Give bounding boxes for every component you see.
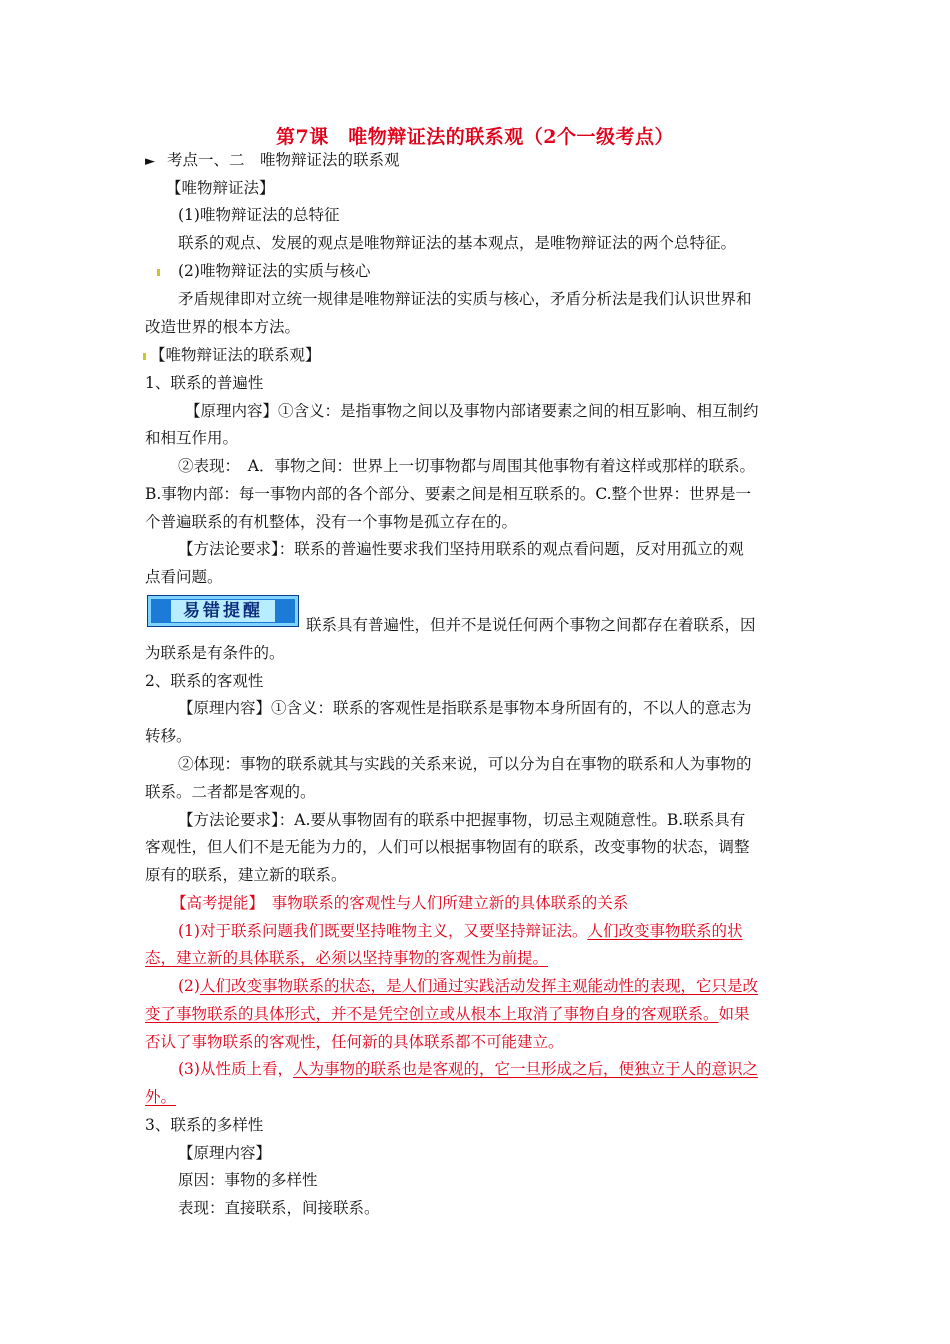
s1-line3: ②表现： A．事物之间：世界上一切事物都与周围其他事物有着这样或那样的联系。: [178, 457, 755, 475]
gk1-line1: [178, 917, 843, 945]
section2-title: 2、联系的客观性: [145, 672, 264, 690]
s1-line6: 【方法论要求】：联系的普遍性要求我们坚持用联系的观点看问题，反对用孤立的观: [178, 540, 744, 558]
s1-line7: 点看问题。: [145, 568, 223, 586]
gk3-line1: [178, 1055, 843, 1083]
point1-text: 联系的观点、发展的观点是唯物辩证法的基本观点，是唯物辩证法的两个总特征。: [178, 234, 737, 252]
badge-label: 易错提醒: [171, 600, 275, 622]
s3-line3: 表现：直接联系，间接联系。: [178, 1199, 380, 1217]
s2-line2: 转移。: [145, 727, 192, 745]
gk2-text: 如果: [718, 1005, 750, 1023]
gk3-line2: 外。: [145, 1088, 177, 1106]
gk2-underlined-2: 变了事物联系的具体形式，并不是凭空创立或从根本上取消了事物自身的客观联系。: [145, 1005, 719, 1023]
point2-title-text: (2)唯物辩证法的实质与核心: [178, 262, 371, 280]
point1-title: (1)唯物辩证法的总特征: [178, 206, 340, 224]
s1-line1: 【原理内容】①含义：是指事物之间以及事物内部诸要素之间的相互影响、相互制约: [185, 402, 759, 420]
section-heading-text: 考点一、二 唯物辩证法的联系观: [167, 151, 400, 169]
gk2-line3: 否认了事物联系的客观性，任何新的具体联系都不可能建立。: [145, 1033, 564, 1051]
gk3-underlined: 人为事物的联系也是客观的，它一旦形成之后，便独立于人的意识之: [292, 1060, 758, 1078]
s2-line7: 原有的联系，建立新的联系。: [145, 866, 347, 884]
s2-line3: ②体现：事物的联系就其与实践的关系来说，可以分为自在事物的联系和人为事物的: [178, 755, 752, 773]
gk1-text: (1)对于联系问题我们既要坚持唯物主义，又要坚持辩证法。: [178, 922, 588, 940]
s2-line6: 客观性，但人们不是无能为力的，人们可以根据事物固有的联系，改变事物的状态，调整: [145, 838, 750, 856]
s2-line1: 【原理内容】①含义：联系的客观性是指联系是事物本身所固有的，不以人的意志为: [178, 699, 752, 717]
heading-connection: [143, 341, 808, 369]
s2-line4: 联系。二者都是客观的。: [145, 783, 316, 801]
point2-text-a: 矛盾规律即对立统一规律是唯物辩证法的实质与核心，矛盾分析法是我们认识世界和: [178, 290, 752, 308]
gk2-line1: [178, 972, 843, 1000]
heading-connection-text: 【唯物辩证法的联系观】: [150, 346, 321, 364]
section3-title: 3、联系的多样性: [145, 1116, 264, 1134]
warn-line1: 联系具有普遍性，但并不是说任何两个事物之间都存在着联系，因: [306, 616, 756, 634]
heading-dialectics: 【唯物辩证法】: [166, 179, 275, 197]
error-reminder-badge: [147, 595, 299, 627]
gk3-text: (3)从性质上看，: [178, 1060, 293, 1078]
s1-line2: 和相互作用。: [145, 429, 239, 447]
marker-icon: [143, 353, 146, 360]
gk2-underlined: 人们改变事物联系的状态，是人们通过实践活动发挥主观能动性的表现，它只是改: [199, 977, 758, 995]
s3-line2: 原因：事物的多样性: [178, 1171, 318, 1189]
s1-line5: 个普遍联系的有机整体，没有一个事物是孤立存在的。: [145, 513, 518, 531]
gk1-line2: 态，建立新的具体联系，必须以坚持事物的客观性为前提。: [145, 949, 549, 967]
gk2-line2: [145, 1000, 810, 1028]
point2-text-b: 改造世界的根本方法。: [145, 318, 301, 336]
gaokao-heading: 【高考提能】 事物联系的客观性与人们所建立新的具体联系的关系: [171, 894, 629, 912]
gk1-underlined: 人们改变事物联系的状: [587, 922, 743, 940]
section-heading: [145, 146, 810, 176]
s3-line1: 【原理内容】: [178, 1144, 272, 1162]
warn-line2: 为联系是有条件的。: [145, 644, 285, 662]
marker-icon: [157, 269, 160, 276]
section1-title: 1、联系的普遍性: [145, 374, 264, 392]
point2-title: [157, 257, 822, 285]
gk2-number: (2): [178, 977, 200, 995]
arrow-bullet-icon: ►: [145, 154, 155, 169]
s2-line5: 【方法论要求】：A.要从事物固有的联系中把握事物，切忌主观随意性。B.联系具有: [178, 811, 746, 829]
s1-line4: B.事物内部：每一事物内部的各个部分、要素之间是相互联系的。C.整个世界：世界是一: [145, 485, 752, 503]
page-title: 第7课 唯物辩证法的联系观（2个一级考点）: [276, 126, 674, 148]
